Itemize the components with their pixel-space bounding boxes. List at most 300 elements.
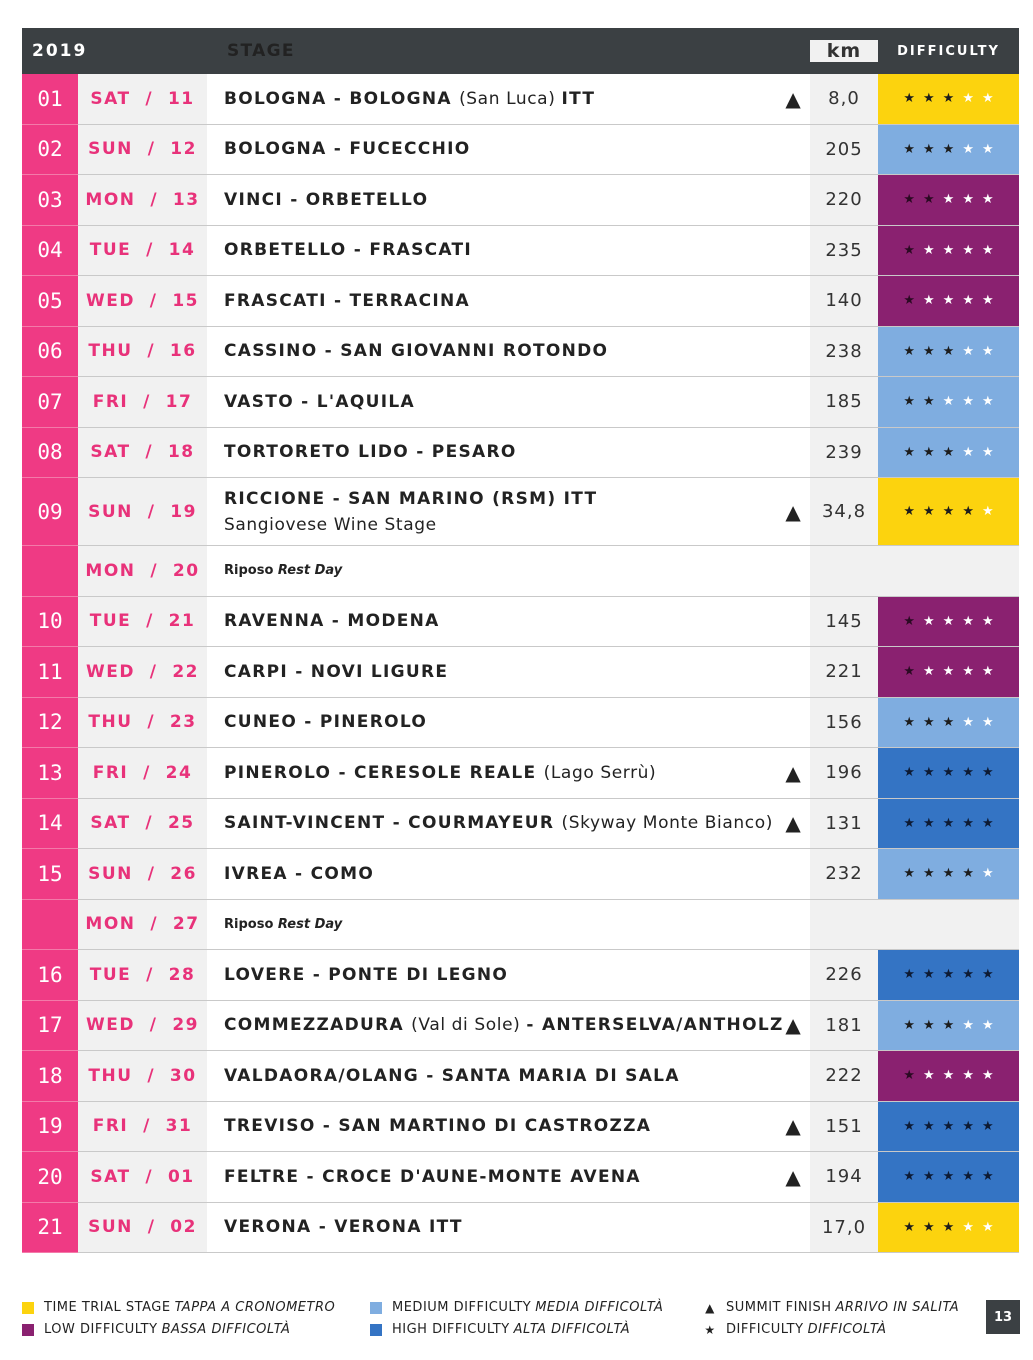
difficulty-cell xyxy=(878,1102,1019,1152)
star-icon: ★ xyxy=(962,664,974,680)
star-icon: ★ xyxy=(981,1017,994,1033)
stage-title-line xyxy=(224,1015,784,1035)
star-icon: ★ xyxy=(962,1219,974,1235)
stage-number: 09 xyxy=(22,478,78,546)
star-icon: ★ xyxy=(962,242,974,258)
stage-title xyxy=(224,291,470,311)
stage-number: 17 xyxy=(22,1001,78,1052)
star-icon: ★ xyxy=(962,1017,974,1033)
stage-route: SAINT-VINCENT - COURMAYEUR xyxy=(224,813,562,834)
light-blue-swatch-icon xyxy=(370,1302,382,1314)
stage-km: 34,8 xyxy=(810,478,878,545)
legend-italic: MEDIA DIFFICOLTÀ xyxy=(535,1300,664,1315)
star-icon: ★ xyxy=(923,293,935,309)
star-icon: ★ xyxy=(903,1219,916,1235)
star-icon: ★ xyxy=(981,765,994,781)
stage-date: THU / 23 xyxy=(78,698,207,748)
stage-number: 02 xyxy=(22,125,78,176)
stage-date: THU / 16 xyxy=(78,327,207,377)
star-icon: ★ xyxy=(903,613,916,629)
star-icon: ★ xyxy=(704,1322,716,1337)
stage-km: 232 xyxy=(810,849,878,899)
stage-km: 221 xyxy=(810,647,878,697)
star-icon: ★ xyxy=(903,91,916,107)
stage-title xyxy=(224,139,470,159)
star-icon: ★ xyxy=(923,394,935,410)
stage-date: SAT / 25 xyxy=(78,799,207,849)
star-icon: ★ xyxy=(981,293,994,309)
difficulty-cell xyxy=(878,950,1019,1000)
stage-km: 196 xyxy=(810,748,878,798)
stage-name xyxy=(207,276,810,326)
stage-title xyxy=(224,763,656,783)
difficulty-cell xyxy=(878,597,1019,647)
stage-title-line xyxy=(224,291,470,311)
star-icon: ★ xyxy=(981,444,994,460)
stage-number: 21 xyxy=(22,1203,78,1254)
difficulty-cell xyxy=(878,748,1019,798)
stage-number: 08 xyxy=(22,428,78,479)
stage-date: WED / 15 xyxy=(78,276,207,326)
rest-label: Riposo xyxy=(224,916,274,932)
stage-km: 194 xyxy=(810,1152,878,1202)
stage-route: FRASCATI - TERRACINA xyxy=(224,290,470,311)
stage-name xyxy=(207,1152,810,1202)
stage-row xyxy=(22,597,1019,648)
star-icon: ★ xyxy=(962,967,974,983)
star-icon: ★ xyxy=(903,967,916,983)
stage-title xyxy=(224,240,472,260)
stage-date: FRI / 24 xyxy=(78,748,207,798)
star-icon: ★ xyxy=(962,714,974,730)
stage-date: TUE / 28 xyxy=(78,950,207,1000)
difficulty-cell xyxy=(878,125,1019,175)
stage-subtitle: Sangiovese Wine Stage xyxy=(224,514,437,535)
stage-date: SUN / 02 xyxy=(78,1203,207,1253)
star-icon: ★ xyxy=(923,664,935,680)
star-icon: ★ xyxy=(962,444,974,460)
stage-route-note: (Skyway Monte Bianco) xyxy=(561,813,773,834)
star-icon: ★ xyxy=(923,1068,935,1084)
stage-title xyxy=(224,392,415,412)
stage-route: VERONA - VERONA ITT xyxy=(224,1217,463,1238)
stage-row xyxy=(22,950,1019,1001)
rest-day-label xyxy=(224,563,342,578)
stage-route: CASSINO - SAN GIOVANNI ROTONDO xyxy=(224,341,609,362)
stage-name xyxy=(207,125,810,175)
star-icon: ★ xyxy=(942,394,955,410)
stage-date: WED / 29 xyxy=(78,1001,207,1051)
legend-time-trial xyxy=(22,1300,335,1315)
star-icon: ★ xyxy=(962,394,974,410)
stage-title-line xyxy=(224,1217,463,1237)
star-icon: ★ xyxy=(942,1068,955,1084)
stage-title-line xyxy=(224,392,415,412)
star-icon: ★ xyxy=(923,343,935,359)
stage-title-line xyxy=(224,712,427,732)
stage-row xyxy=(22,125,1019,176)
stage-name xyxy=(207,226,810,276)
stage-title-line xyxy=(224,190,428,210)
stage-route: VALDAORA/OLANG - SANTA MARIA DI SALA xyxy=(224,1065,680,1086)
stage-number: 18 xyxy=(22,1051,78,1102)
stages-table xyxy=(22,28,1019,1253)
summit-triangle-icon: ▲ xyxy=(705,1300,715,1315)
difficulty-cell xyxy=(878,647,1019,697)
star-icon: ★ xyxy=(962,141,974,157)
stage-name xyxy=(207,1001,810,1051)
difficulty-cell xyxy=(878,546,1019,596)
stage-title-line xyxy=(224,662,448,682)
stage-date: MON / 27 xyxy=(78,900,207,950)
stage-number: 11 xyxy=(22,647,78,698)
stage-number: 10 xyxy=(22,597,78,648)
star-icon: ★ xyxy=(981,141,994,157)
star-icon: ★ xyxy=(962,1118,974,1134)
stage-km: 8,0 xyxy=(810,74,878,124)
stage-row xyxy=(22,175,1019,226)
star-icon: ★ xyxy=(942,1017,955,1033)
summit-finish-icon: ▲ xyxy=(785,1164,802,1189)
stage-title-line xyxy=(224,813,773,833)
stage-km: 17,0 xyxy=(810,1203,878,1253)
star-icon: ★ xyxy=(981,242,994,258)
star-icon: ★ xyxy=(923,504,935,519)
star-icon: ★ xyxy=(981,1219,994,1235)
star-icon: ★ xyxy=(962,866,974,882)
stage-route: VASTO - L'AQUILA xyxy=(224,391,415,412)
stage-km: 185 xyxy=(810,377,878,427)
stage-title-line xyxy=(224,611,440,631)
stage-km: 151 xyxy=(810,1102,878,1152)
star-icon: ★ xyxy=(981,866,994,882)
stage-date: FRI / 17 xyxy=(78,377,207,427)
difficulty-cell xyxy=(878,74,1019,124)
star-icon: ★ xyxy=(903,664,916,680)
difficulty-cell xyxy=(878,1001,1019,1051)
star-icon: ★ xyxy=(923,91,935,107)
stage-km: 181 xyxy=(810,1001,878,1051)
stage-name xyxy=(207,428,810,478)
legend-label: LOW DIFFICULTY xyxy=(44,1322,158,1337)
stage-route: FELTRE - CROCE D'AUNE-MONTE AVENA xyxy=(224,1166,641,1187)
stage-route: VINCI - ORBETELLO xyxy=(224,189,429,210)
stage-date: TUE / 21 xyxy=(78,597,207,647)
stage-km: 239 xyxy=(810,428,878,478)
star-icon: ★ xyxy=(903,192,916,208)
legend-summit xyxy=(704,1300,959,1315)
stage-row xyxy=(22,748,1019,799)
stage-km: 131 xyxy=(810,799,878,849)
stage-name xyxy=(207,900,810,950)
star-icon: ★ xyxy=(981,714,994,730)
stage-route: ITT xyxy=(561,88,596,109)
stage-title xyxy=(224,662,448,682)
stage-title xyxy=(224,1116,651,1136)
rest-label-italic: Rest Day xyxy=(277,563,343,579)
star-icon: ★ xyxy=(962,192,974,208)
difficulty-cell xyxy=(878,327,1019,377)
legend-italic: ALTA DIFFICOLTÀ xyxy=(513,1322,631,1337)
rest-day-row xyxy=(22,900,1019,951)
stage-number: 05 xyxy=(22,276,78,327)
star-icon: ★ xyxy=(923,714,935,730)
stage-name xyxy=(207,1051,810,1101)
stage-km: 220 xyxy=(810,175,878,225)
difficulty-cell xyxy=(878,428,1019,478)
summit-finish-icon: ▲ xyxy=(785,499,802,524)
star-icon: ★ xyxy=(903,1017,916,1033)
star-icon: ★ xyxy=(923,1219,935,1235)
summit-finish-icon: ▲ xyxy=(785,1114,802,1139)
stage-title-line xyxy=(224,89,595,109)
star-icon: ★ xyxy=(903,714,916,730)
stage-row xyxy=(22,698,1019,749)
star-icon: ★ xyxy=(923,1118,935,1134)
legend-italic: DIFFICOLTÀ xyxy=(807,1322,887,1337)
stage-route: RICCIONE - SAN MARINO (RSM) ITT xyxy=(224,488,598,509)
stage-title xyxy=(224,89,595,109)
stage-number: 04 xyxy=(22,226,78,277)
difficulty-cell xyxy=(878,478,1019,545)
stage-route: CUNEO - PINEROLO xyxy=(224,712,428,733)
star-icon: ★ xyxy=(942,343,955,359)
stage-row xyxy=(22,276,1019,327)
star-icon: ★ xyxy=(903,444,916,460)
stage-date: SUN / 26 xyxy=(78,849,207,899)
stage-km: 226 xyxy=(810,950,878,1000)
star-icon: ★ xyxy=(981,343,994,359)
difficulty-cell xyxy=(878,175,1019,225)
star-icon: ★ xyxy=(981,91,994,107)
stage-name xyxy=(207,647,810,697)
stage-title xyxy=(224,486,597,538)
stage-title-line xyxy=(224,1066,680,1086)
summit-finish-icon: ▲ xyxy=(785,1013,802,1038)
rest-day-row xyxy=(22,546,1019,597)
difficulty-cell xyxy=(878,900,1019,950)
star-icon: ★ xyxy=(981,1169,994,1185)
stage-row xyxy=(22,1051,1019,1102)
stage-title xyxy=(224,1167,641,1187)
stage-number: 14 xyxy=(22,799,78,850)
stage-date: SUN / 19 xyxy=(78,478,207,545)
stage-title xyxy=(224,712,427,732)
stage-name xyxy=(207,478,810,545)
stage-title-line xyxy=(224,442,517,462)
stage-title xyxy=(224,965,508,985)
stage-date: THU / 30 xyxy=(78,1051,207,1101)
rest-label: Riposo xyxy=(224,563,274,579)
legend-label: TIME TRIAL STAGE xyxy=(44,1300,171,1315)
stage-number: 19 xyxy=(22,1102,78,1153)
stage-name xyxy=(207,597,810,647)
stage-number: 15 xyxy=(22,849,78,900)
legend-medium xyxy=(370,1300,663,1315)
stage-km xyxy=(810,546,878,596)
difficulty-cell xyxy=(878,1152,1019,1202)
star-icon: ★ xyxy=(942,714,955,730)
stage-row xyxy=(22,428,1019,479)
star-icon: ★ xyxy=(923,1017,935,1033)
star-icon: ★ xyxy=(923,242,935,258)
stage-title xyxy=(224,611,440,631)
star-icon: ★ xyxy=(923,192,935,208)
rest-day-label xyxy=(224,917,342,932)
star-icon: ★ xyxy=(942,1118,955,1134)
star-icon: ★ xyxy=(981,192,994,208)
stage-route: LOVERE - PONTE DI LEGNO xyxy=(224,964,509,985)
stage-number xyxy=(22,546,78,597)
stage-route: - ANTERSELVA/ANTHOLZ xyxy=(526,1015,784,1036)
stage-number: 07 xyxy=(22,377,78,428)
star-icon: ★ xyxy=(962,765,974,781)
page-number: 13 xyxy=(986,1300,1020,1334)
stage-title xyxy=(224,1015,784,1035)
star-icon: ★ xyxy=(942,1169,955,1185)
star-icon: ★ xyxy=(942,1219,955,1235)
star-icon: ★ xyxy=(903,1118,916,1134)
stage-row xyxy=(22,799,1019,850)
difficulty-cell xyxy=(878,849,1019,899)
stage-number: 06 xyxy=(22,327,78,378)
star-icon: ★ xyxy=(923,815,935,831)
stage-row xyxy=(22,327,1019,378)
stage-title-line xyxy=(224,341,608,361)
star-icon: ★ xyxy=(942,613,955,629)
stage-title xyxy=(224,1217,463,1237)
legend-italic: BASSA DIFFICOLTÀ xyxy=(161,1322,291,1337)
star-icon: ★ xyxy=(981,664,994,680)
difficulty-cell xyxy=(878,226,1019,276)
star-icon: ★ xyxy=(903,293,916,309)
stage-number: 01 xyxy=(22,74,78,125)
stage-number: 03 xyxy=(22,175,78,226)
stage-route: TORTORETO LIDO - PESARO xyxy=(224,442,517,463)
stage-name xyxy=(207,377,810,427)
legend-low xyxy=(22,1322,290,1337)
difficulty-cell xyxy=(878,799,1019,849)
summit-finish-icon: ▲ xyxy=(785,86,802,111)
star-icon: ★ xyxy=(903,242,916,258)
legend-italic: ARRIVO IN SALITA xyxy=(835,1300,960,1315)
star-icon: ★ xyxy=(981,613,994,629)
stage-km: 140 xyxy=(810,276,878,326)
stage-route-note: (Lago Serrù) xyxy=(543,762,657,783)
star-icon: ★ xyxy=(942,444,955,460)
difficulty-cell xyxy=(878,377,1019,427)
star-icon: ★ xyxy=(923,444,935,460)
stage-row xyxy=(22,1102,1019,1153)
stage-km xyxy=(810,900,878,950)
stage-km: 235 xyxy=(810,226,878,276)
star-icon: ★ xyxy=(962,613,974,629)
stage-km: 238 xyxy=(810,327,878,377)
star-icon: ★ xyxy=(903,765,916,781)
legend-label: SUMMIT FINISH xyxy=(726,1300,832,1315)
star-icon: ★ xyxy=(981,1068,994,1084)
star-icon: ★ xyxy=(962,1068,974,1084)
stage-name xyxy=(207,799,810,849)
star-icon: ★ xyxy=(981,1118,994,1134)
difficulty-cell xyxy=(878,1051,1019,1101)
star-icon: ★ xyxy=(942,242,955,258)
stage-title-line xyxy=(224,1116,651,1136)
purple-swatch-icon xyxy=(22,1324,34,1336)
difficulty-cell xyxy=(878,1203,1019,1253)
rest-label-italic: Rest Day xyxy=(277,916,343,932)
star-icon: ★ xyxy=(903,1068,916,1084)
stage-title-line xyxy=(224,240,472,260)
star-icon: ★ xyxy=(942,293,955,309)
stage-row xyxy=(22,74,1019,125)
star-icon: ★ xyxy=(942,866,955,882)
star-icon: ★ xyxy=(923,967,935,983)
stage-route: ORBETELLO - FRASCATI xyxy=(224,240,473,261)
legend-label: MEDIUM DIFFICULTY xyxy=(392,1300,532,1315)
legend-star xyxy=(704,1322,887,1337)
star-icon: ★ xyxy=(962,815,974,831)
stage-number: 20 xyxy=(22,1152,78,1203)
star-icon: ★ xyxy=(981,967,994,983)
star-icon: ★ xyxy=(981,815,994,831)
stage-row xyxy=(22,226,1019,277)
stage-rows xyxy=(22,74,1019,1253)
summit-finish-icon: ▲ xyxy=(785,811,802,836)
stage-name xyxy=(207,546,810,596)
stage-number xyxy=(22,900,78,951)
table-header xyxy=(22,28,1019,74)
stage-date: MON / 20 xyxy=(78,546,207,596)
star-icon: ★ xyxy=(942,967,955,983)
stage-title xyxy=(224,813,773,833)
stage-name xyxy=(207,849,810,899)
stage-title-line xyxy=(224,763,656,783)
stage-date: SUN / 12 xyxy=(78,125,207,175)
star-icon: ★ xyxy=(962,1169,974,1185)
stage-name xyxy=(207,74,810,124)
star-icon: ★ xyxy=(903,504,916,519)
legend-label: HIGH DIFFICULTY xyxy=(392,1322,510,1337)
stage-row xyxy=(22,647,1019,698)
star-icon: ★ xyxy=(923,765,935,781)
stage-name xyxy=(207,1203,810,1253)
stage-date: WED / 22 xyxy=(78,647,207,697)
stage-title xyxy=(224,190,428,210)
stage-title-line xyxy=(224,864,374,884)
stage-row xyxy=(22,849,1019,900)
star-icon: ★ xyxy=(942,141,955,157)
star-icon: ★ xyxy=(962,91,974,107)
star-icon: ★ xyxy=(903,394,916,410)
star-icon: ★ xyxy=(981,504,994,519)
stage-row xyxy=(22,478,1019,546)
stage-route: TREVISO - SAN MARTINO DI CASTROZZA xyxy=(224,1116,652,1137)
star-icon: ★ xyxy=(923,866,935,882)
difficulty-cell xyxy=(878,276,1019,326)
star-icon: ★ xyxy=(981,394,994,410)
stage-number: 13 xyxy=(22,748,78,799)
stage-number: 16 xyxy=(22,950,78,1001)
stage-row xyxy=(22,1001,1019,1052)
legend-italic: TAPPA A CRONOMETRO xyxy=(174,1300,336,1315)
stage-route: RAVENNA - MODENA xyxy=(224,611,440,632)
stage-title-line xyxy=(224,965,508,985)
stage-date: FRI / 31 xyxy=(78,1102,207,1152)
star-icon: ★ xyxy=(942,192,955,208)
stage-name xyxy=(207,327,810,377)
legend-high xyxy=(370,1322,630,1337)
